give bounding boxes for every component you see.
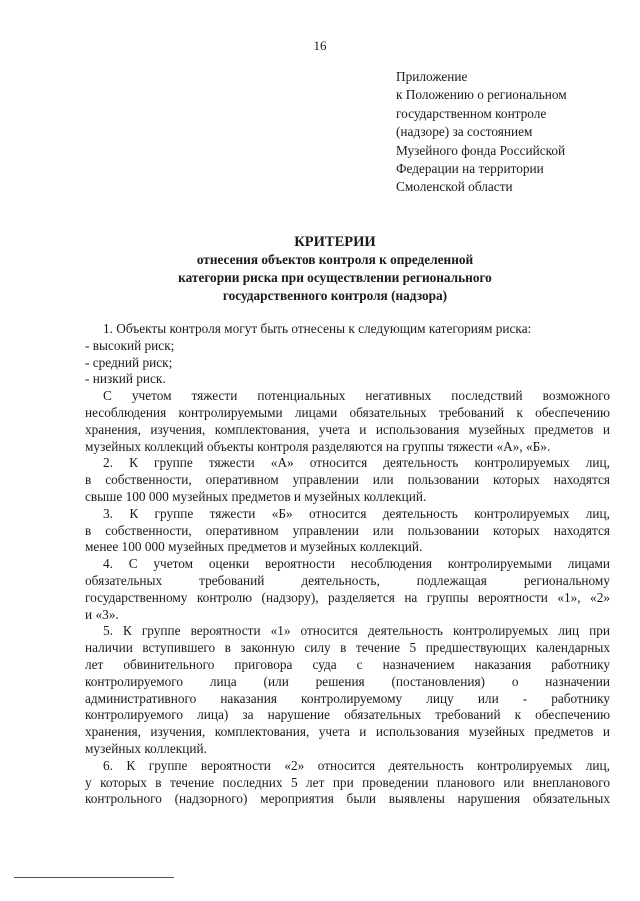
body-line: хранения, изучения, комплектования, учета и использования музейных предметов и [85, 724, 610, 740]
body-line: - средний риск; [85, 354, 173, 370]
appendix-line: Музейного фонда Российской [396, 142, 566, 158]
body-line: - низкий риск. [85, 371, 166, 387]
appendix-line: (надзоре) за состоянием [396, 124, 533, 140]
body-line: 2. К группе тяжести «А» относится деятельность контролируемых лиц, [103, 455, 610, 471]
body-line: и «3». [85, 606, 119, 622]
body-line: государственному контролю (надзору), разделяется на группы вероятности «1», «2» [85, 589, 610, 605]
body-line: лет обвинительного приговора суда с назначением наказания работнику [85, 656, 610, 672]
body-line: в собственности, оперативном управлении или пользовании которых находятся [85, 472, 610, 488]
appendix-line: Федерации на территории [396, 161, 544, 177]
appendix-line: Смоленской области [396, 179, 513, 195]
footer-divider [14, 877, 174, 878]
title-heading: КРИТЕРИИ [294, 234, 376, 250]
body-line: С учетом тяжести потенциальных негативных последствий возможного [103, 388, 610, 404]
body-line: хранения, изучения, комплектования, учета и использования музейных предметов и [85, 421, 610, 437]
appendix-line: Приложение [396, 69, 468, 84]
body-line: 4. С учетом оценки вероятности несоблюдения контролируемыми лицами [103, 556, 610, 572]
title-subheading-line: государственного контроля (надзора) [222, 288, 448, 303]
body-line: 3. К группе тяжести «Б» относится деятельность контролируемых лиц, [103, 505, 610, 521]
body-line: обязательных требований деятельность, подлежащая региональному [85, 572, 610, 588]
body-line: контролируемого лица) за нарушение обязательных требований к обеспечению [85, 707, 610, 723]
body-line: в собственности, оперативном управлении или пользовании которых находятся [85, 522, 610, 538]
body-line: - высокий риск; [85, 337, 175, 353]
title-subheading-line: отнесения объектов контроля к определенной [196, 252, 474, 267]
body-line: несоблюдения контролируемыми лицами обязательных требований к обеспечению [85, 404, 610, 420]
body-line: административного наказания контролируемому лицу или - работнику [85, 690, 610, 706]
body-line: музейных коллекций. [85, 740, 207, 756]
body-line: контрольного (надзорного) мероприятия были выявлены нарушения обязательных [85, 791, 610, 807]
appendix-line: к Положению о региональном [396, 87, 567, 103]
document-body [85, 321, 610, 808]
document-title [100, 233, 570, 305]
body-line: контролируемого лица (или решения (постановления) о назначении [85, 673, 610, 689]
body-line: 1. Объекты контроля могут быть отнесены к следующим категориям риска: [103, 321, 532, 336]
title-subheading [100, 251, 570, 305]
title-subheading-line: категории риска при осуществлении регионального [178, 270, 492, 285]
body-line: музейных коллекций объекты контроля разделяются на группы тяжести «А», «Б». [85, 438, 551, 454]
appendix-line: государственном контроле [396, 105, 547, 121]
body-line: свыше 100 000 музейных предметов и музейных коллекций. [85, 488, 427, 504]
body-line: менее 100 000 музейных предметов и музейных коллекций. [85, 539, 423, 555]
appendix-note [396, 68, 626, 197]
page-number: 16 [313, 38, 327, 53]
body-line: у которых в течение последних 5 лет при проведении планового или внепланового [85, 774, 610, 790]
body-line: наличии вступившего в законную силу в течение 5 предшествующих календарных [85, 640, 610, 656]
body-line: 6. К группе вероятности «2» относится деятельность контролируемых лиц, [103, 757, 610, 773]
body-line: 5. К группе вероятности «1» относится деятельность контролируемых лиц при [103, 623, 610, 639]
